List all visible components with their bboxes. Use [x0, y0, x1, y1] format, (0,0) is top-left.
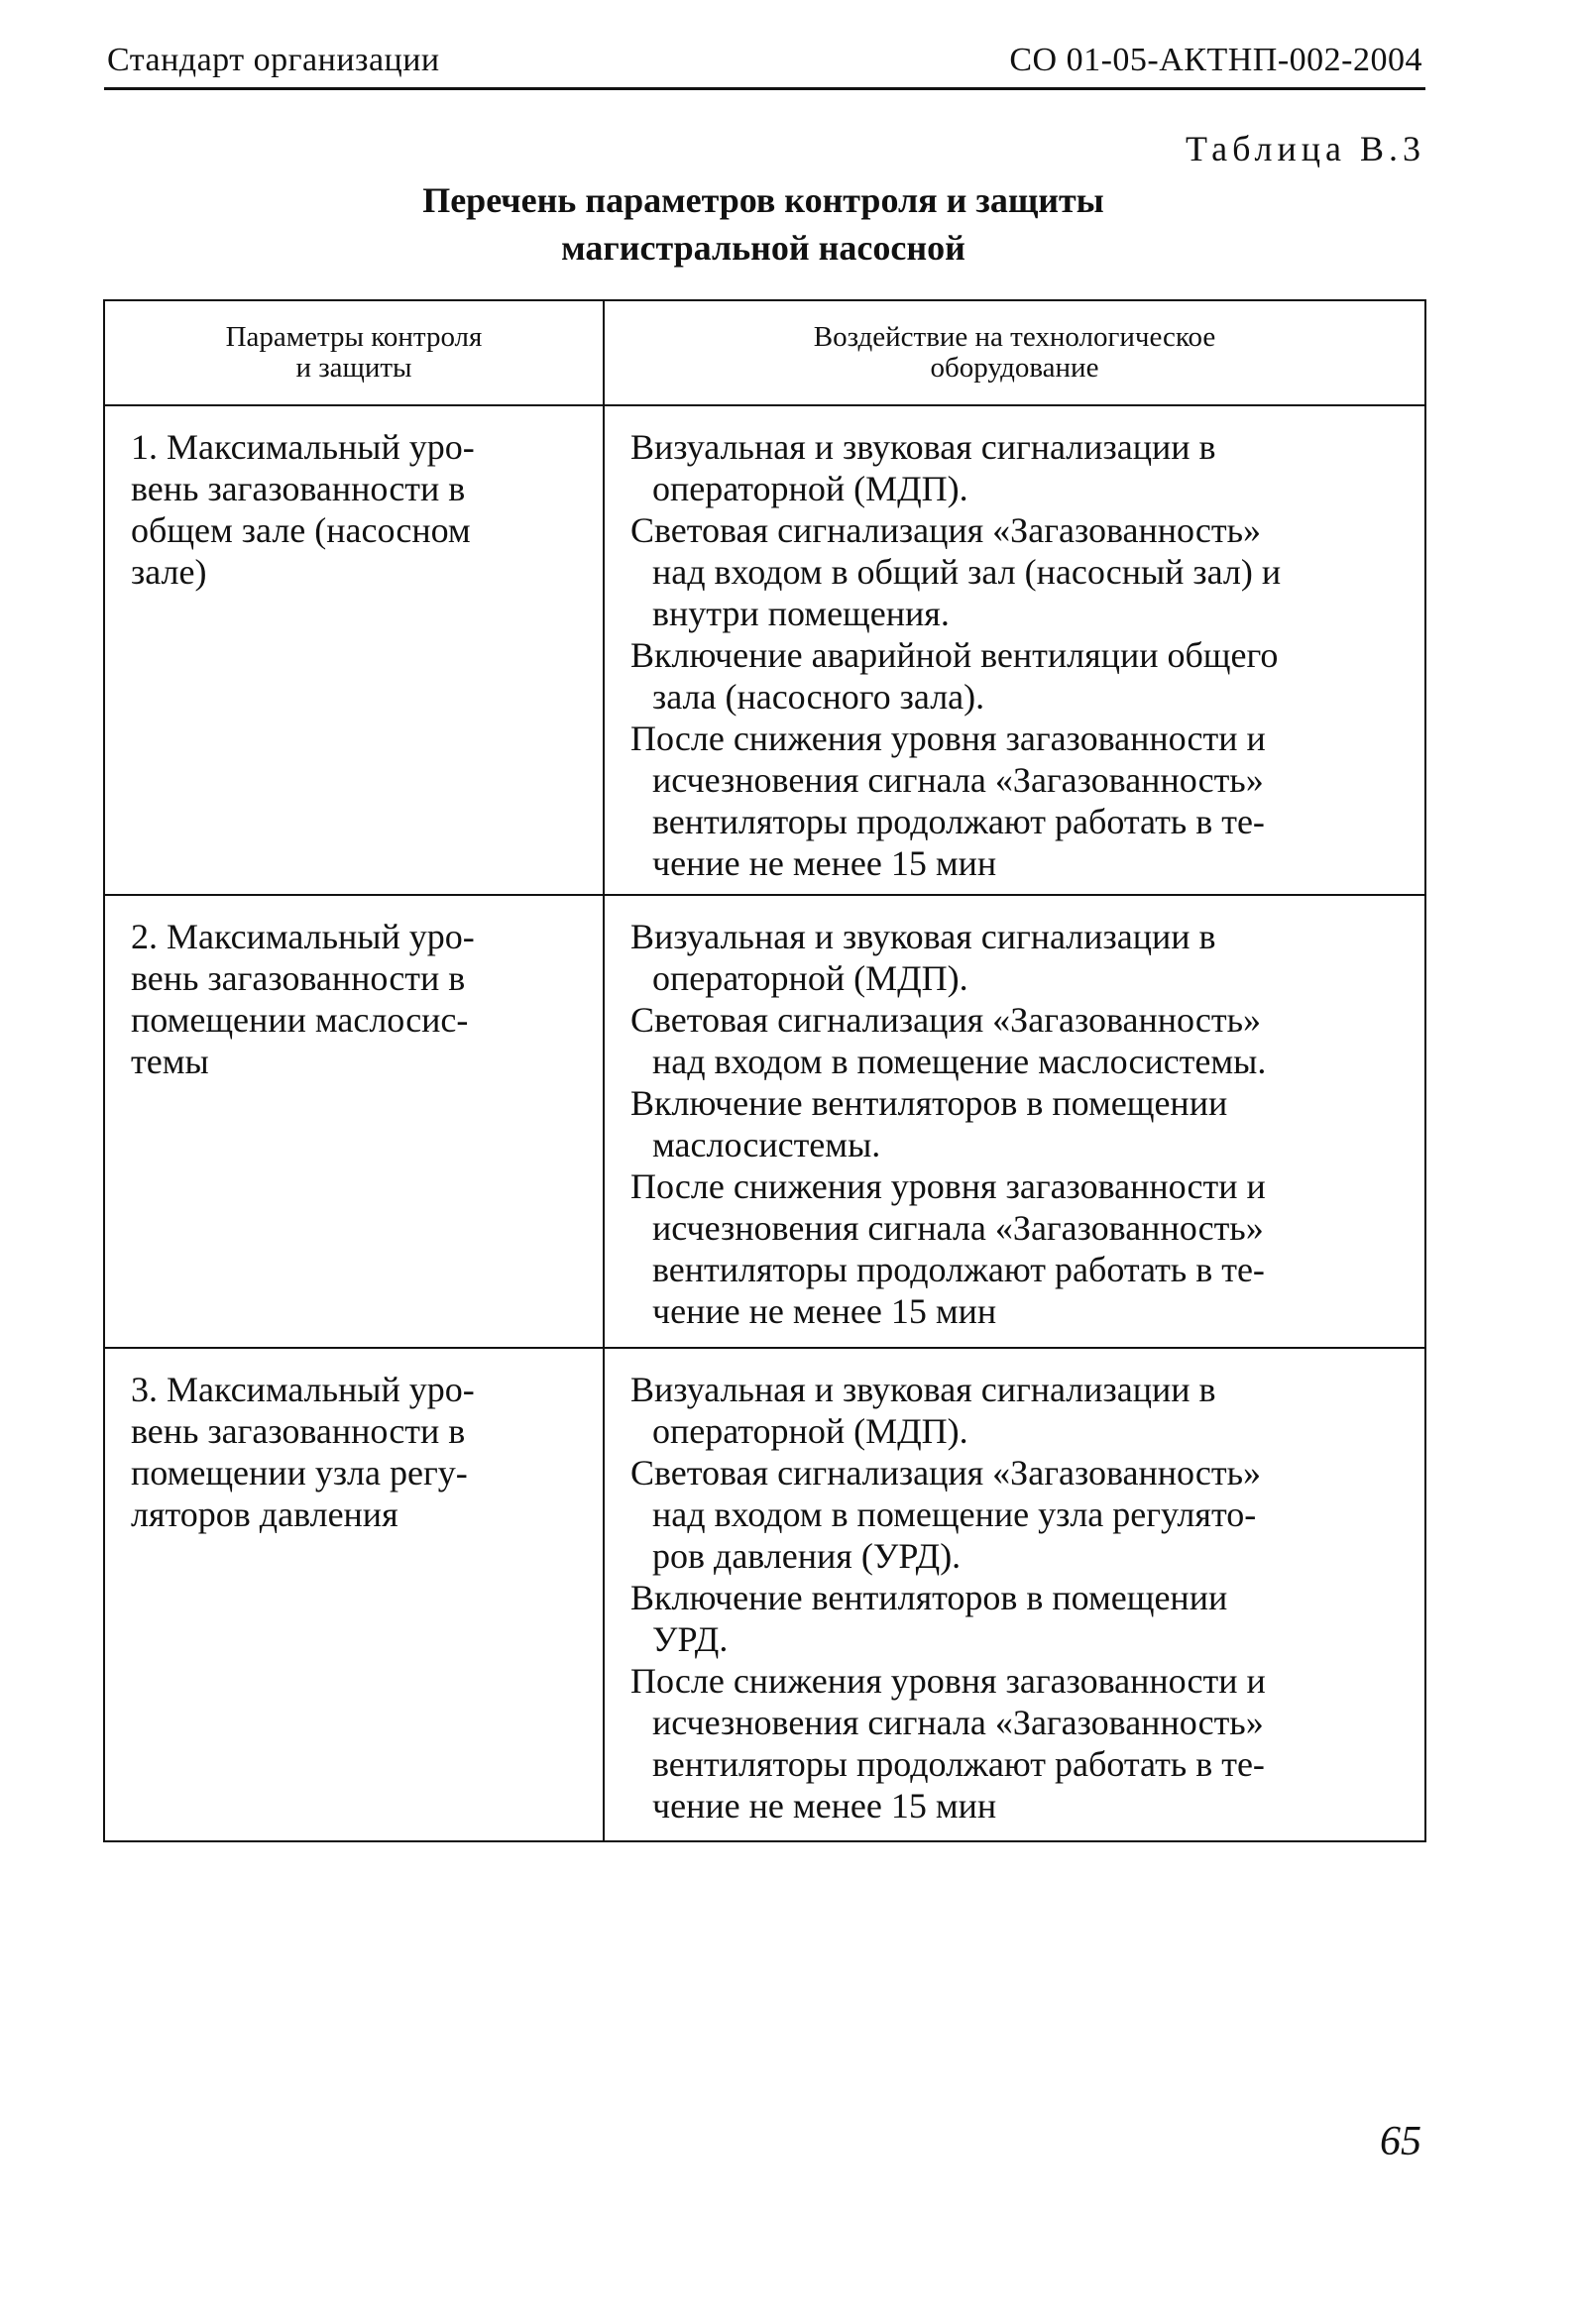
action-item: После снижения уровня загазованности и исчезновения сигнала «Загазованность» вентиляторы продолжают работать в те- чение не менее 15 мин [630, 719, 1266, 883]
parameter-text: 3. Максимальный уро- вень загазованности в помещении узла регу- ляторов давления [131, 1370, 475, 1534]
action-item: Световая сигнализация «Загазованность» над входом в общий зал (насосный зал) и внутри помещения. [630, 510, 1282, 633]
action-item: Включение вентиляторов в помещении маслосистемы. [630, 1083, 1228, 1164]
column-header-actions: Воздействие на технологическое оборудование [604, 300, 1425, 405]
header-document-code: СО 01-05-АКТНП-002-2004 [1009, 42, 1422, 78]
parameter-cell [104, 1348, 604, 1841]
running-header [104, 40, 1425, 90]
action-item: Включение вентиляторов в помещении УРД. [630, 1578, 1228, 1659]
action-item: Световая сигнализация «Загазованность» над входом в помещение узла регулято- ров давления (УРД). [630, 1453, 1262, 1576]
action-item: Визуальная и звуковая сигнализации в операторной (МДП). [630, 917, 1216, 998]
action-item: Световая сигнализация «Загазованность» над входом в помещение маслосистемы. [630, 1000, 1267, 1081]
header-org-standard: Стандарт организации [107, 42, 440, 78]
table-title-line-1: Перечень параметров контроля и защиты [422, 180, 1104, 220]
table-title [198, 176, 1328, 272]
column-header-parameters: Параметры контроля и защиты [104, 300, 604, 405]
table-row [104, 1348, 1425, 1841]
action-cell [604, 895, 1425, 1348]
action-cell [604, 405, 1425, 895]
table-header-row [104, 300, 1425, 405]
action-item: После снижения уровня загазованности и исчезновения сигнала «Загазованность» вентиляторы продолжают работать в те- чение не менее 15 мин [630, 1661, 1266, 1826]
table-row [104, 895, 1425, 1348]
parameter-text: 1. Максимальный уро- вень загазованности в общем зале (насосном зале) [131, 427, 475, 592]
table-row [104, 405, 1425, 895]
table-title-line-2: магистральной насосной [561, 228, 965, 268]
parameters-table [103, 299, 1426, 1842]
parameter-text: 2. Максимальный уро- вень загазованности в помещении маслосис- темы [131, 917, 475, 1081]
action-item: После снижения уровня загазованности и исчезновения сигнала «Загазованность» вентиляторы продолжают работать в те- чение не менее 15 мин [630, 1166, 1266, 1331]
table-label: Таблица В.3 [1186, 129, 1425, 168]
action-cell [604, 1348, 1425, 1841]
page-number: 65 [1380, 2119, 1421, 2164]
action-item: Включение аварийной вентиляции общего зала (насосного зала). [630, 635, 1279, 717]
parameter-cell [104, 895, 604, 1348]
action-item: Визуальная и звуковая сигнализации в операторной (МДП). [630, 1370, 1216, 1451]
action-item: Визуальная и звуковая сигнализации в операторной (МДП). [630, 427, 1216, 508]
parameter-cell [104, 405, 604, 895]
